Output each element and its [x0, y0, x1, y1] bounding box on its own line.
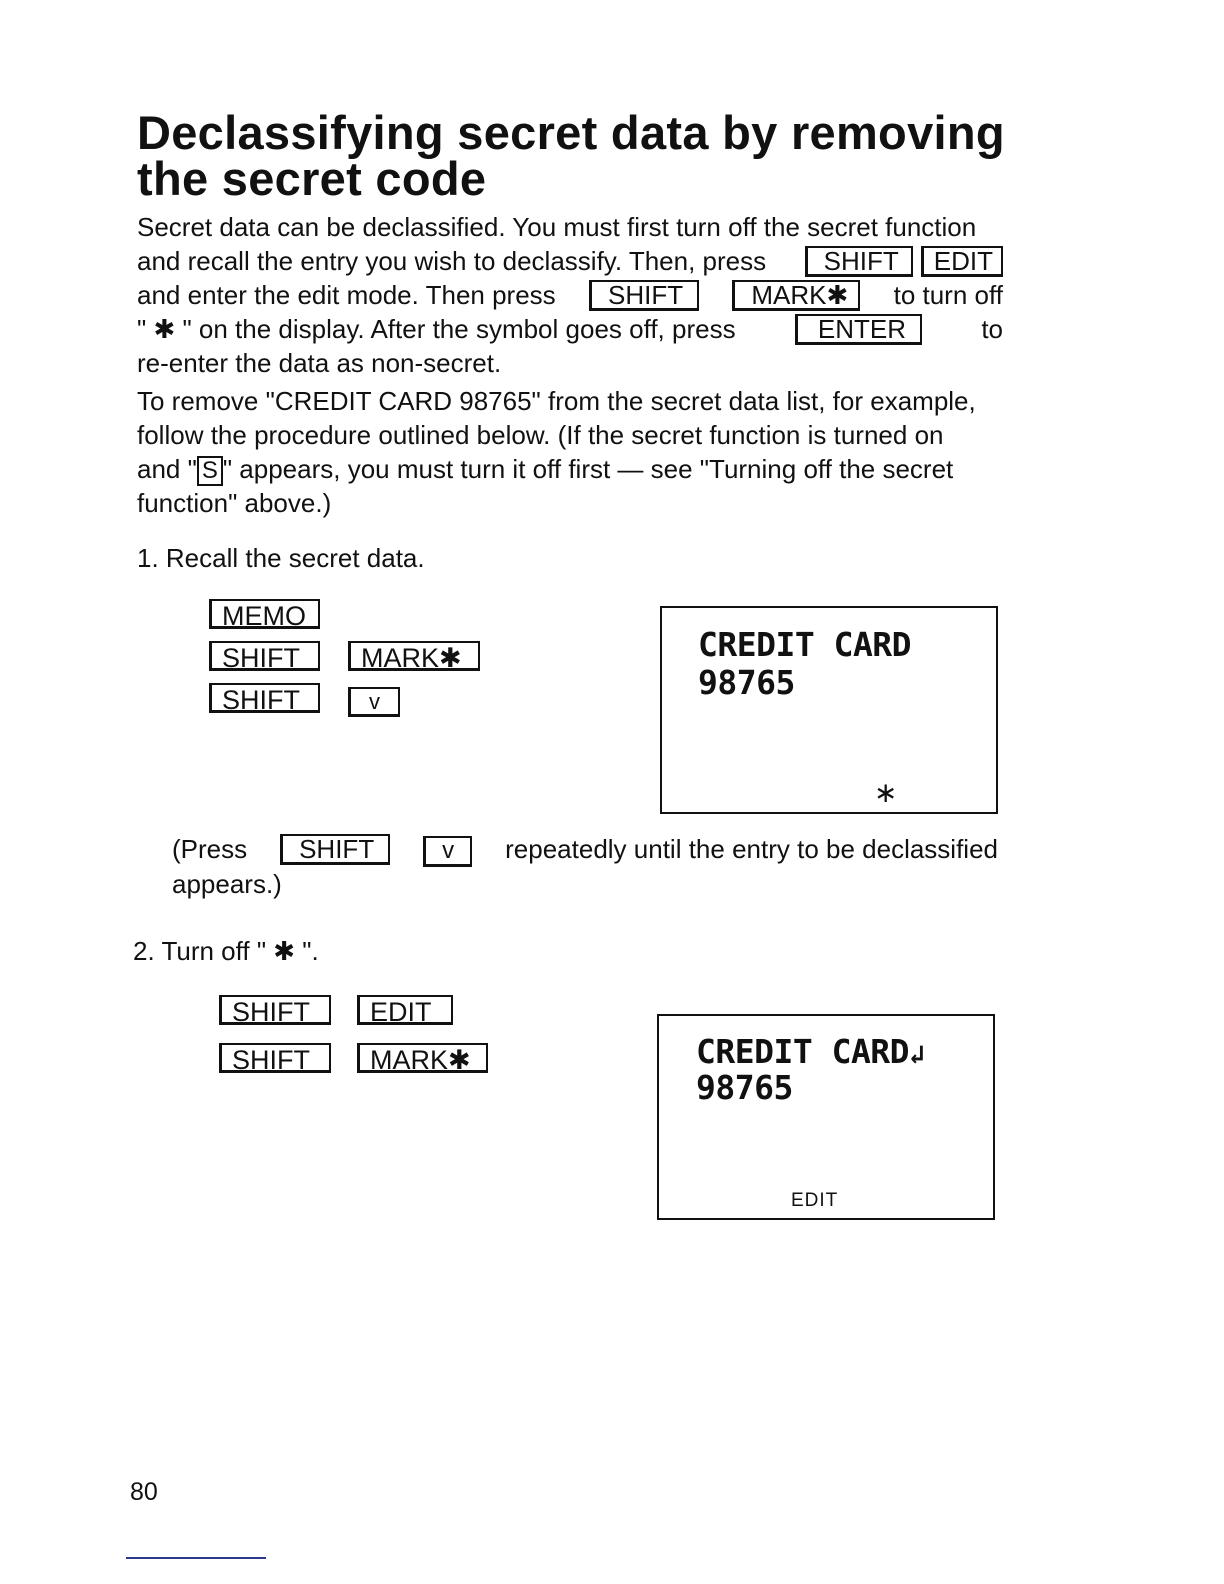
enter-key: ENTER — [795, 314, 922, 345]
step-1-label: 1. Recall the secret data. — [137, 543, 425, 573]
shift-key: SHIFT — [589, 280, 699, 311]
note-text-b: repeatedly until the entry to be declassified — [505, 834, 998, 864]
example-line-3-a: and " — [137, 454, 197, 484]
example-line-3 — [137, 452, 1003, 486]
secret-symbol-icon: S — [197, 456, 223, 486]
shift-key: SHIFT — [209, 641, 320, 671]
edit-key: EDIT — [357, 995, 453, 1025]
step-1-note-line-2: appears.) — [172, 869, 282, 899]
shift-key: SHIFT — [805, 246, 913, 277]
edit-mode-indicator: EDIT — [791, 1190, 839, 1211]
page-number: 80 — [130, 1478, 158, 1506]
example-paragraph — [137, 384, 1003, 520]
intro-line-1: Secret data can be declassified. You must first turn off the secret function — [137, 212, 977, 242]
step-1-note — [172, 832, 998, 901]
intro-line-2 — [137, 244, 1003, 278]
mark-key: MARK✱ — [732, 280, 860, 311]
edit-key: EDIT — [921, 246, 1003, 277]
shift-key: SHIFT — [209, 683, 320, 713]
lcd-display-step-2 — [657, 1014, 995, 1220]
lcd-line-1: CREDIT CARD — [698, 625, 912, 664]
footer-rule — [126, 1557, 266, 1559]
title-line-2: the secret code — [137, 152, 487, 205]
lcd-line-2: 98765 — [696, 1068, 793, 1107]
example-line-1: To remove "CREDIT CARD 98765" from the secret data list, for example, — [137, 386, 976, 416]
mark-key: MARK✱ — [348, 641, 480, 671]
note-text-a: (Press — [172, 834, 248, 864]
intro-line-3-text-b: to turn off — [893, 280, 1003, 310]
example-line-2: follow the procedure outlined below. (If the secret function is turned on — [137, 420, 944, 450]
example-line-4: function" above.) — [137, 488, 332, 518]
shift-key: SHIFT — [219, 995, 331, 1025]
step-1-note-line-1 — [172, 832, 998, 867]
shift-key: SHIFT — [219, 1043, 331, 1073]
intro-line-3-text-a: and enter the edit mode. Then press — [137, 280, 556, 310]
down-key: v — [348, 687, 400, 717]
lcd-line-2: 98765 — [698, 663, 795, 702]
down-key: v — [423, 836, 472, 867]
intro-line-2-text: and recall the entry you wish to declassify. Then, press — [137, 246, 767, 276]
example-line-3-b: " appears, you must turn it off first — see "Turning off the secret — [222, 454, 954, 484]
secret-asterisk-indicator: ∗ — [874, 776, 898, 809]
intro-paragraph — [137, 210, 1003, 380]
step-2-label: 2. Turn off " ✱ ". — [133, 936, 319, 966]
intro-line-3 — [137, 278, 1003, 312]
lcd-line-1-text: CREDIT CARD — [696, 1032, 910, 1071]
intro-line-4 — [137, 312, 1003, 346]
return-arrow-icon: ↲ — [909, 1040, 925, 1070]
lcd-display-step-1 — [660, 606, 998, 814]
memo-key: MEMO — [209, 599, 320, 629]
title-line-1: Declassifying secret data by removing — [137, 106, 1005, 159]
intro-line-4-text-b: to — [981, 314, 1003, 344]
page-title — [137, 106, 1017, 205]
intro-line-5: re-enter the data as non-secret. — [137, 348, 502, 378]
shift-key: SHIFT — [280, 834, 390, 865]
intro-line-4-text-a: " ✱ " on the display. After the symbol goes off, press — [137, 314, 736, 344]
mark-key: MARK✱ — [357, 1043, 488, 1073]
